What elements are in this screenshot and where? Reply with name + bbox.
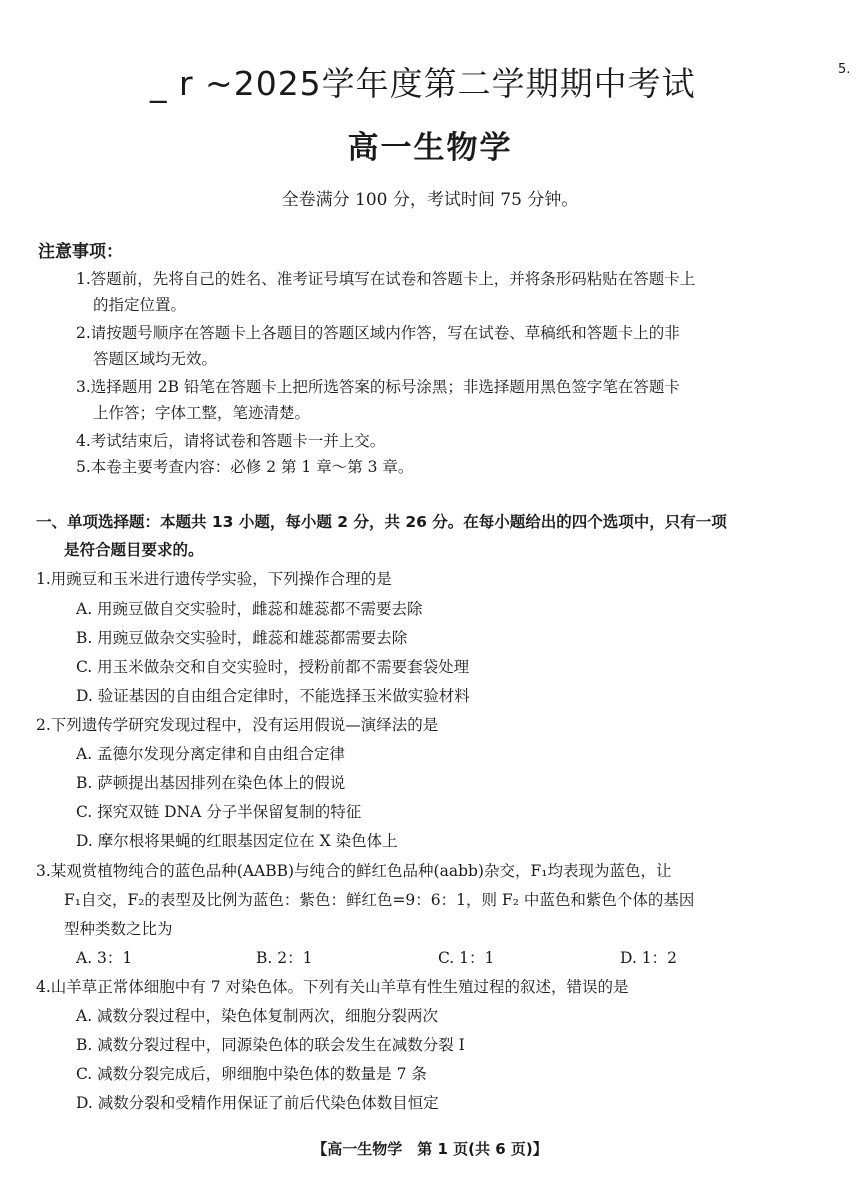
q4-option-d: D. 减数分裂和受精作用保证了前后代染色体数目恒定: [76, 1094, 439, 1112]
q4-option-a: A. 减数分裂过程中，染色体复制两次，细胞分裂两次: [76, 1007, 439, 1025]
q3-stem-line-2: F₁自交，F₂的表型及比例为蓝色：紫色：鲜红色=9：6：1，则 F₂ 中蓝色和紫色个体的基因: [64, 891, 695, 909]
notes-heading: 注意事项：: [38, 242, 123, 262]
section-1-heading: 一、单项选择题：本题共 13 小题，每小题 2 分，共 26 分。在每小题给出的四个选项中，只有一项: [36, 513, 727, 531]
q1-option-d: D. 验证基因的自由组合定律时，不能选择玉米做实验材料: [76, 687, 470, 705]
q3-option-a: A. 3：1: [76, 949, 133, 967]
q3-option-d: D. 1：2: [620, 949, 677, 967]
q2-option-b: B. 萨顿提出基因排列在染色体上的假说: [76, 774, 346, 792]
note-1-line-1: 1.答题前，先将自己的姓名、准考证号填写在试卷和答题卡上，并将条形码粘贴在答题卡上: [76, 270, 696, 288]
exam-title: _ r ~2025学年度第二学期期中考试: [150, 64, 696, 103]
q3-option-c: C. 1：1: [438, 949, 495, 967]
note-3-line-1: 3.选择题用 2B 铅笔在答题卡上把所选答案的标号涂黑；非选择题用黑色签字笔在答题卡: [76, 378, 680, 396]
q1-option-c: C. 用玉米做杂交和自交实验时，授粉前都不需要套袋处理: [76, 658, 470, 676]
subject-title: 高一生物学: [347, 130, 513, 166]
q1-option-a: A. 用豌豆做自交实验时，雌蕊和雄蕊都不需要去除: [76, 600, 423, 618]
note-2-line-1: 2.请按题号顺序在答题卡上各题目的答题区域内作答，写在试卷、草稿纸和答题卡上的非: [76, 324, 680, 342]
page-footer: 【高一生物学 第 1 页(共 6 页)】: [312, 1140, 548, 1158]
exam-meta: 全卷满分 100 分，考试时间 75 分钟。: [281, 190, 579, 210]
q4-option-c: C. 减数分裂完成后，卵细胞中染色体的数量是 7 条: [76, 1065, 427, 1083]
note-1-line-2: 的指定位置。: [93, 296, 187, 314]
note-5: 5.本卷主要考查内容：必修 2 第 1 章～第 3 章。: [76, 458, 414, 476]
q1-stem: 1.用豌豆和玉米进行遗传学实验，下列操作合理的是: [36, 570, 392, 588]
q2-stem: 2.下列遗传学研究发现过程中，没有运用假说—演绎法的是: [36, 716, 439, 734]
q3-stem-line-1: 3.某观赏植物纯合的蓝色品种(AABB)与纯合的鲜红色品种(aabb)杂交，F₁均表现为蓝色，让: [36, 862, 672, 880]
q2-option-c: C. 探究双链 DNA 分子半保留复制的特征: [76, 803, 362, 821]
q1-option-b: B. 用豌豆做杂交实验时，雌蕊和雄蕊都需要去除: [76, 629, 408, 647]
corner-mark: 5.: [838, 62, 851, 77]
section-1-heading-cont: 是符合题目要求的。: [64, 541, 204, 559]
note-3-line-2: 上作答；字体工整，笔迹清楚。: [93, 404, 311, 422]
note-2-line-2: 答题区域均无效。: [93, 350, 218, 368]
note-4: 4.考试结束后，请将试卷和答题卡一并上交。: [76, 432, 386, 450]
q2-option-a: A. 孟德尔发现分离定律和自由组合定律: [76, 745, 346, 763]
q4-option-b: B. 减数分裂过程中，同源染色体的联会发生在减数分裂 I: [76, 1036, 465, 1054]
q3-option-b: B. 2：1: [256, 949, 313, 967]
q2-option-d: D. 摩尔根将果蝇的红眼基因定位在 X 染色体上: [76, 832, 398, 850]
q4-stem: 4.山羊草正常体细胞中有 7 对染色体。下列有关山羊草有性生殖过程的叙述，错误的是: [36, 978, 629, 996]
q3-stem-line-3: 型种类数之比为: [64, 920, 173, 938]
